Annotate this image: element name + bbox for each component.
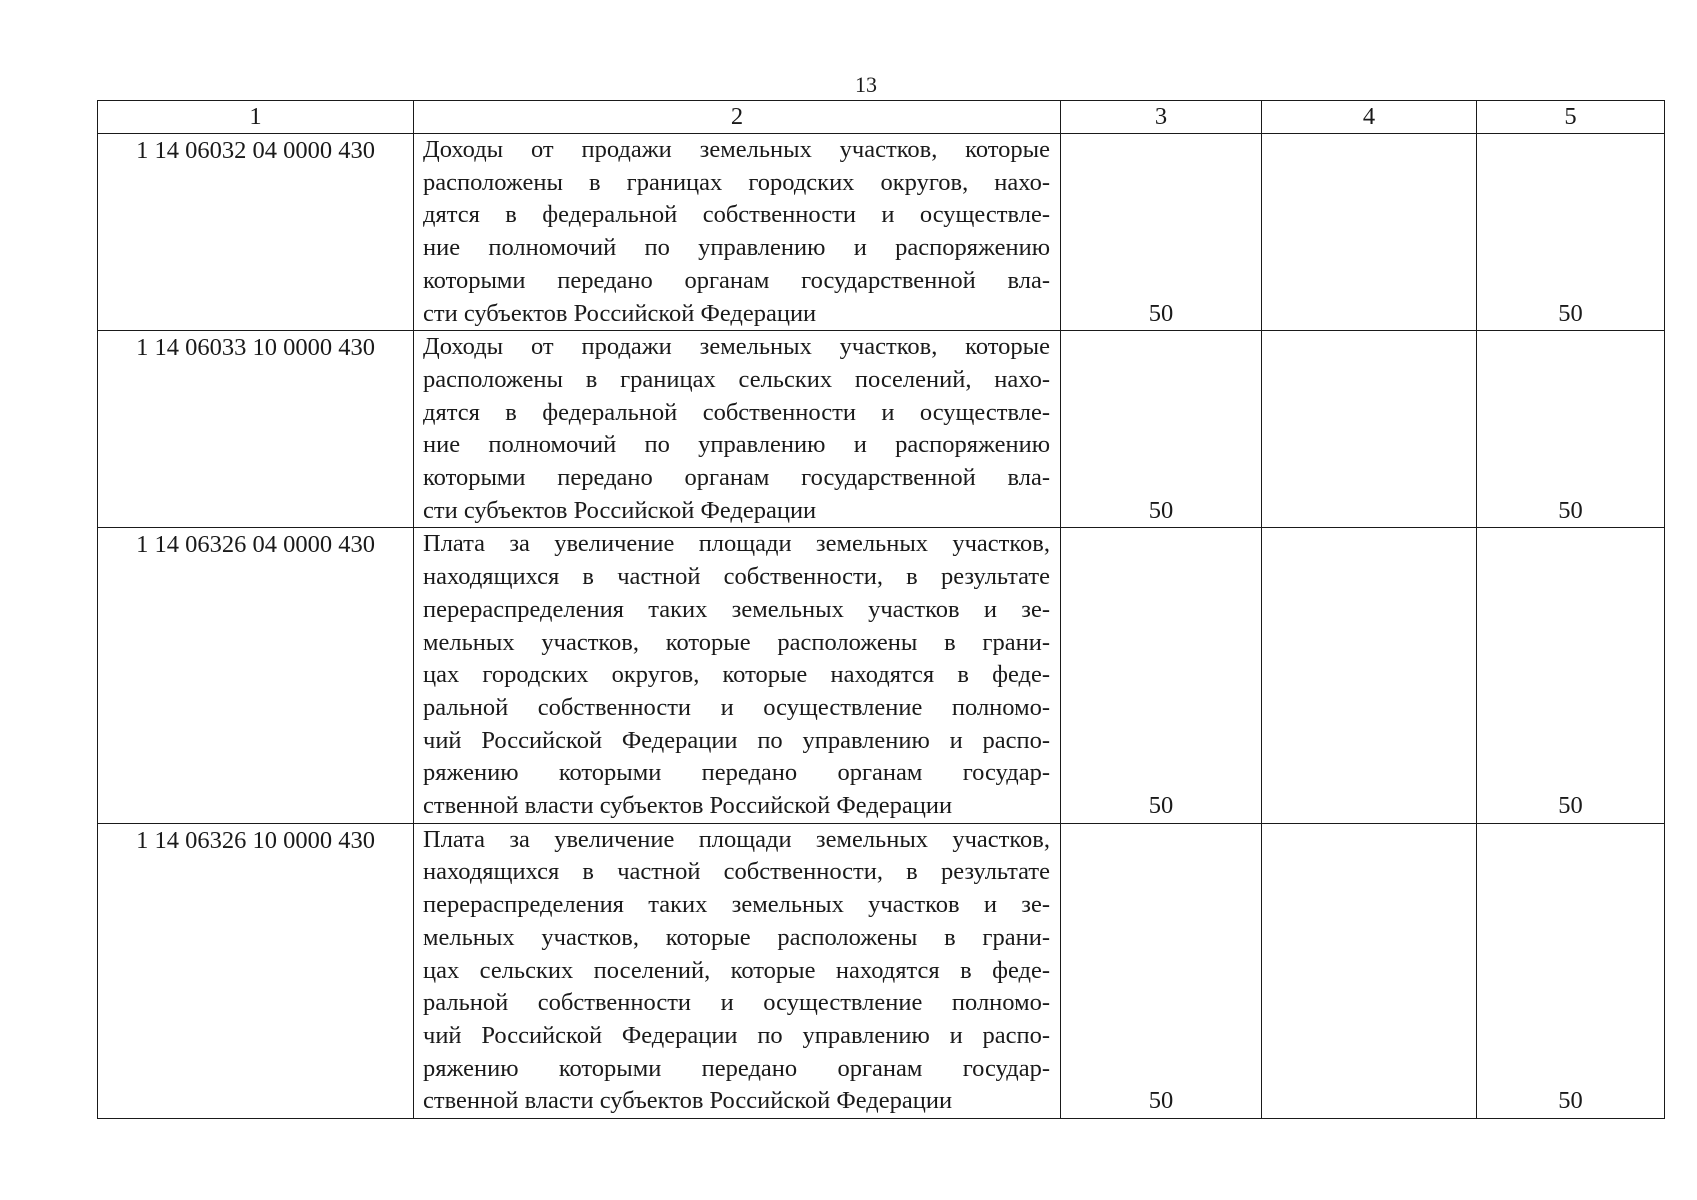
revenue-code-cell: 1 14 06326 04 0000 430 [98, 528, 414, 823]
description-line: Доходы от продажи земельных участков, которые [423, 136, 1050, 163]
description-line: мельных участков, которые расположены в грани- [423, 628, 1050, 656]
revenue-code-cell: 1 14 06032 04 0000 430 [98, 134, 414, 331]
description-line: ние полномочий по управлению и распоряжению [423, 234, 1050, 262]
column-header-4: 4 [1262, 101, 1477, 134]
table-row [98, 134, 1665, 331]
table-row [98, 528, 1665, 823]
revenue-code-cell: 1 14 06326 10 0000 430 [98, 823, 414, 1118]
description-line: которыми передано органам государственной вла- [423, 464, 1050, 492]
table-header-row [98, 101, 1665, 134]
description-line: ственной власти субъектов Российской Федерации [423, 792, 953, 820]
column-header-2: 2 [414, 101, 1061, 134]
description-line: расположены в границах городских округов, нахо- [423, 168, 1050, 196]
description-line: расположены в границах сельских поселений, нахо- [423, 365, 1050, 393]
normative-value-cell-4 [1262, 528, 1477, 823]
table-row [98, 823, 1665, 1118]
description-line: цах городских округов, которые находятся в феде- [423, 661, 1050, 689]
description-line: Доходы от продажи земельных участков, которые [423, 333, 1050, 361]
column-header-1: 1 [98, 101, 414, 134]
description-line: сти субъектов Российской Федерации [423, 496, 817, 524]
description-line: ральной собственности и осуществление полномо- [423, 693, 1050, 721]
description-line: дятся в федеральной собственности и осуществле- [423, 398, 1050, 426]
column-header-5: 5 [1477, 101, 1665, 134]
page-number: 13 [855, 72, 877, 97]
description-line: ряжению которыми передано органам государ- [423, 759, 1050, 787]
normative-value-cell-5: 50 [1477, 331, 1665, 528]
normative-value-cell-5: 50 [1477, 823, 1665, 1118]
description-line: ральной собственности и осуществление полномо- [423, 989, 1050, 1017]
table-row [98, 331, 1665, 528]
description-line: мельных участков, которые расположены в грани- [423, 923, 1050, 951]
description-line: находящихся в частной собственности, в результате [423, 563, 1050, 591]
normative-value-cell-4 [1262, 134, 1477, 331]
description-line: дятся в федеральной собственности и осуществле- [423, 201, 1050, 229]
description-line: ние полномочий по управлению и распоряжению [423, 431, 1050, 459]
description-line: Плата за увеличение площади земельных участков, [423, 825, 1050, 853]
description-line: перераспределения таких земельных участков и зе- [423, 595, 1050, 623]
revenue-description-cell [414, 331, 1061, 528]
normative-value-cell-3: 50 [1061, 331, 1262, 528]
normative-value-cell-5: 50 [1477, 134, 1665, 331]
budget-revenue-table [97, 100, 1665, 1119]
revenue-description-cell [414, 528, 1061, 823]
description-line: перераспределения таких земельных участков и зе- [423, 891, 1050, 919]
normative-value-cell-3: 50 [1061, 134, 1262, 331]
description-line: чий Российской Федерации по управлению и распо- [423, 1021, 1050, 1049]
revenue-description-cell [414, 823, 1061, 1118]
description-line: чий Российской Федерации по управлению и распо- [423, 726, 1050, 754]
description-line: находящихся в частной собственности, в результате [423, 858, 1050, 886]
revenue-code-cell: 1 14 06033 10 0000 430 [98, 331, 414, 528]
description-line: которыми передано органам государственной вла- [423, 266, 1050, 294]
normative-value-cell-5: 50 [1477, 528, 1665, 823]
description-line: ряжению которыми передано органам государ- [423, 1054, 1050, 1082]
column-header-3: 3 [1061, 101, 1262, 134]
description-line: Плата за увеличение площади земельных участков, [423, 530, 1050, 558]
description-line: ственной власти субъектов Российской Федерации [423, 1087, 953, 1115]
description-line: цах сельских поселений, которые находятся в феде- [423, 956, 1050, 984]
normative-value-cell-3: 50 [1061, 528, 1262, 823]
revenue-description-cell [414, 134, 1061, 331]
description-line: сти субъектов Российской Федерации [423, 299, 817, 327]
normative-value-cell-3: 50 [1061, 823, 1262, 1118]
normative-value-cell-4 [1262, 331, 1477, 528]
table-body [98, 134, 1665, 1119]
normative-value-cell-4 [1262, 823, 1477, 1118]
